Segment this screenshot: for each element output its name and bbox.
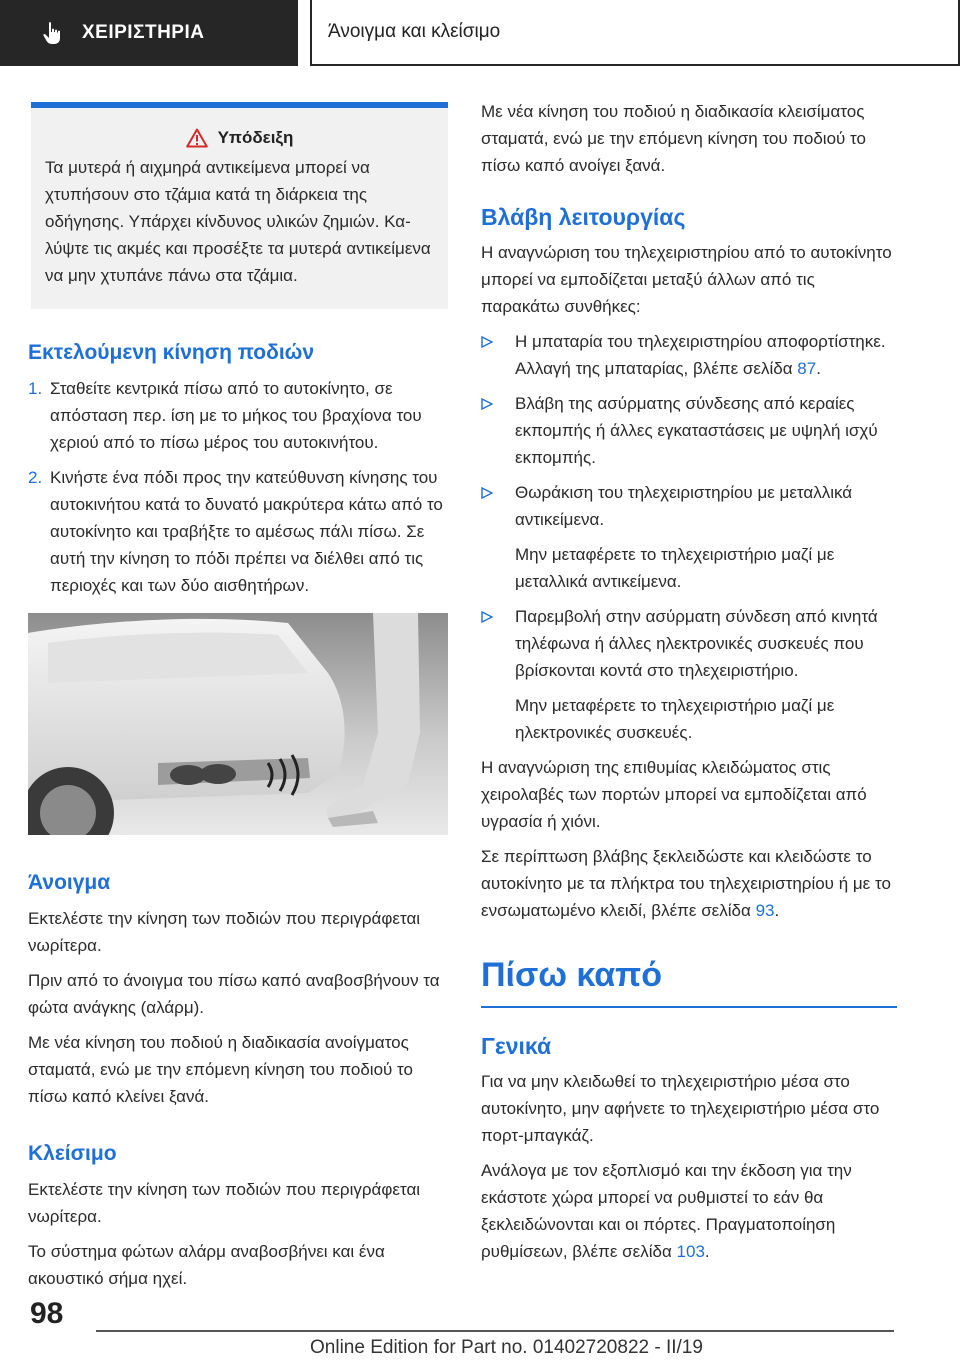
step-text: Σταθείτε κεντρικά πίσω από το αυτοκίνητο, σε απόσταση περ. ίση με το μήκος του βραχίονα του χεριού από το πίσω μέρος του αυτοκινήτου. <box>50 379 422 452</box>
warning-box <box>31 102 448 309</box>
list-sub-note: Μην μεταφέρετε το τηλεχειριστήριο μαζί με ηλεκτρονικές συσκευές. <box>515 696 835 742</box>
list-item <box>481 328 897 382</box>
opening-heading: Άνοιγμα <box>28 871 111 894</box>
car-rear-image <box>28 613 448 835</box>
list-item-text: Βλάβη της ασύρματης σύνδεσης από κεραίες εκπομπής ή άλλες εγκαταστάσεις με υψηλή ισχύ εκπομπής. <box>515 394 878 467</box>
list-item-text: Θωράκιση του τηλεχειριστηρίου με μεταλλικά αντικείμενα. <box>515 483 853 529</box>
right-column <box>481 98 897 1273</box>
list-item-text: Η μπαταρία του τηλεχειριστηρίου αποφορτίστηκε. Αλλαγή της μπαταρίας, βλέπε σελίδα 87. <box>515 332 886 378</box>
list-item <box>28 375 448 456</box>
general-text: Ανάλογα με τον εξοπλισμό και την έκδοση για την εκάστοτε χώρα μπορεί να ρυθμιστεί το εάν θα ξεκλειδώνονται και οι πόρτες. Πραγματοποίηση ρυθμίσεων, βλέπε σελίδα <box>481 1161 852 1261</box>
opening-paragraph: Πριν από το άνοιγμα του πίσω καπό αναβοσβήνουν τα φώτα ανάγκης (αλάρμ). <box>28 971 440 1017</box>
list-item <box>481 603 897 684</box>
bullet-triangle-icon <box>481 328 515 382</box>
list-item <box>28 464 448 599</box>
warning-triangle-icon <box>186 128 208 148</box>
malfunction-list-continued <box>481 603 897 684</box>
warning-text: Τα μυτερά ή αιχμηρά αντικείμενα μπορεί να χτυπήσουν στο τζάμια κατά τη διάρκεια της οδήγησης. Υπάρχει κίνδυνος υλικών ζημιών. Καλύψτε τις ακμές και προσέξτε τα μυτερά αντικείμενα να μην χτυπάνε πάνω στα τζάμια. <box>45 158 431 285</box>
closing-heading: Κλείσιμο <box>28 1142 117 1165</box>
malfunction-paragraph: Η αναγνώριση του τηλεχειριστηρίου από το αυτοκίνητο μπορεί να εμποδίζεται μεταξύ άλλων από τις παρακάτω συνθήκες: <box>481 243 892 316</box>
bullet-text: Η μπαταρία του τηλεχειριστηρίου αποφορτίστηκε. Αλλαγή της μπαταρίας, βλέπε σελίδα <box>515 332 886 378</box>
chapter-label: ΧΕΙΡΙΣΤΗΡΙΑ <box>82 22 205 43</box>
kick-sensor-illustration <box>28 613 448 835</box>
bullet-triangle-icon <box>481 390 515 471</box>
movement-steps <box>28 375 448 599</box>
warning-header <box>45 128 434 148</box>
list-item <box>481 390 897 471</box>
left-column <box>28 102 448 1300</box>
foot-movement-heading: Εκτελούμενη κίνηση ποδιών <box>28 341 315 364</box>
page-link-103[interactable]: 103 <box>676 1242 705 1261</box>
page-header <box>0 0 960 66</box>
section-tab[interactable] <box>310 0 960 66</box>
malfunction-heading: Βλάβη λειτουργίας <box>481 204 686 230</box>
bullet-triangle-icon <box>481 479 515 533</box>
page-link-87[interactable]: 87 <box>797 359 817 378</box>
intro-paragraph: Με νέα κίνηση του ποδιού η διαδικασία κλεισίματος σταματά, ενώ με την επόμενη κίνηση του ποδιού το πίσω καπό ανοίγει ξανά. <box>481 102 866 175</box>
handle-paragraph: Η αναγνώριση της επιθυμίας κλειδώματος στις χειρολαβές των πορτών μπορεί να εμποδίζεται από υγρασία ή χιόνι. <box>481 758 867 831</box>
chapter-tab[interactable] <box>0 0 298 66</box>
step-number: 1. <box>28 379 43 398</box>
opening-paragraph: Εκτελέστε την κίνηση των ποδιών που περιγράφεται νωρίτερα. <box>28 909 421 955</box>
footer-divider <box>96 1330 894 1332</box>
lock-text: Σε περίπτωση βλάβης ξεκλειδώστε και κλειδώστε το αυτοκίνητο με τα πλήκτρα του τηλεχειριστηρίου ή με το ενσωματωμένο κλειδί, βλέπε σελίδα <box>481 847 891 920</box>
page-link-93[interactable]: 93 <box>755 901 775 920</box>
step-text: Κινήστε ένα πόδι προς την κατεύθυνση κίνησης του αυτοκινήτου κατά το δυνατό μακρύτερα κάτω από το αυτοκίνητο και τραβήξτε το αμέσως πάλι πίσω. Σε αυτή την κίνηση το πόδι πρέπει να διέλθει από τις περιοχές και των δύο αισθητήρων. <box>50 468 443 595</box>
section-label: Άνοιγμα και κλείσιμο <box>328 21 501 42</box>
footer-edition: Online Edition for Part no. 01402720822 - II/19 <box>310 1337 703 1358</box>
opening-paragraph: Με νέα κίνηση του ποδιού η διαδικασία ανοίγματος σταματά, ενώ με την επόμενη κίνηση του ποδιού το πίσω καπό κλείνει ξανά. <box>28 1033 413 1106</box>
hand-pointer-icon <box>42 21 64 45</box>
list-item <box>481 479 897 533</box>
warning-title: Υπόδειξη <box>217 128 294 147</box>
list-item-text: Παρεμβολή στην ασύρματη σύνδεση από κινητά τηλέφωνα ή άλλες ηλεκτρονικές συσκευές που βρίσκονται κοντά στο τηλεχειριστήριο. <box>515 607 878 680</box>
closing-paragraph: Το σύστημα φώτων αλάρμ αναβοσβήνει και ένα ακουστικό σήμα ηχεί. <box>28 1242 385 1288</box>
list-sub-note: Μην μεταφέρετε το τηλεχειριστήριο μαζί με μεταλλικά αντικείμενα. <box>515 545 835 591</box>
malfunction-list <box>481 328 897 533</box>
bullet-triangle-icon <box>481 603 515 684</box>
step-number: 2. <box>28 468 43 487</box>
lock-paragraph: Σε περίπτωση βλάβης ξεκλειδώστε και κλειδώστε το αυτοκίνητο με τα πλήκτρα του τηλεχειριστηρίου ή με το ενσωματωμένο κλειδί, βλέπε σελίδα 93. <box>481 847 891 920</box>
general-heading: Γενικά <box>481 1033 552 1059</box>
general-paragraph: Για να μην κλειδωθεί το τηλεχειριστήριο μέσα στο αυτοκίνητο, μην αφήνετε το τηλεχειριστήριο μέσα στο πορτ-μπαγκάζ. <box>481 1072 880 1145</box>
closing-paragraph: Εκτελέστε την κίνηση των ποδιών που περιγράφεται νωρίτερα. <box>28 1180 421 1226</box>
general-paragraph: Ανάλογα με τον εξοπλισμό και την έκδοση για την εκάστοτε χώρα μπορεί να ρυθμιστεί το εάν θα ξεκλειδώνονται και οι πόρτες. Πραγματοποίηση ρυθμίσεων, βλέπε σελίδα 103. <box>481 1161 852 1261</box>
tailgate-heading: Πίσω καπό <box>481 954 897 1008</box>
page-number: 98 <box>30 1297 64 1330</box>
